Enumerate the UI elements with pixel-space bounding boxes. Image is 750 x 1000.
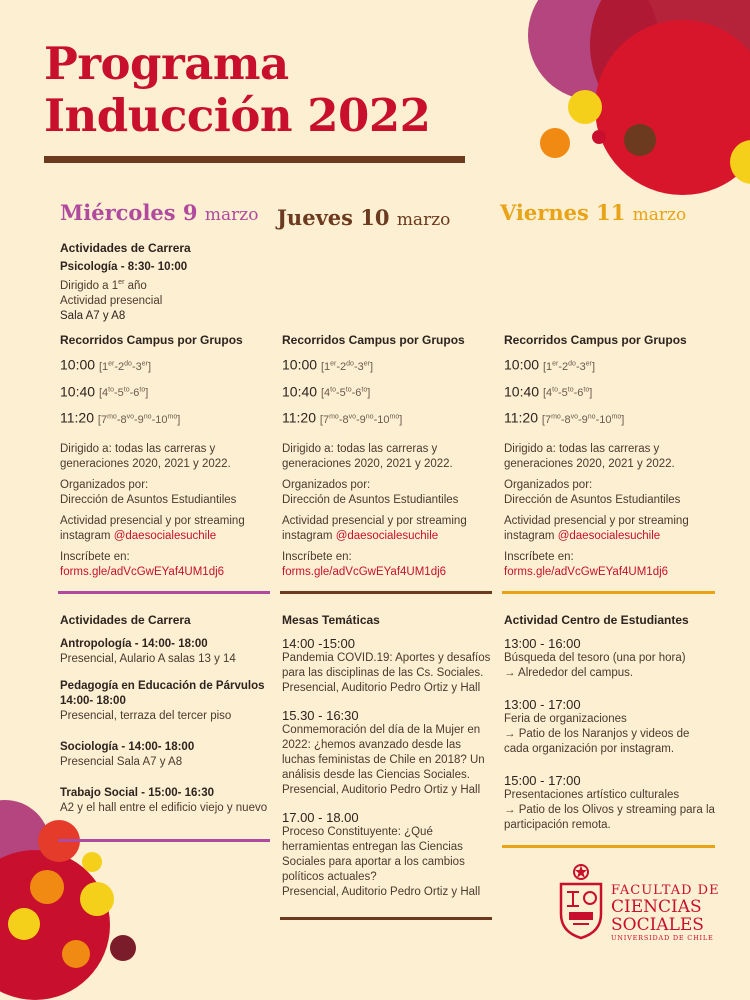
activity-title: Psicología - 8:30- 10:00 (60, 261, 188, 273)
tour-slot: 10:40 $[4^{to}-5^{to}-6^{to}]$ (504, 383, 593, 400)
activity-mode: Actividad presencial (60, 294, 163, 307)
tour-slot: 10:00 $[1er-2^{do}-3er]$ (60, 356, 152, 373)
activity-time: 13:00 - 17:00 (504, 697, 581, 712)
panel-topic: Conmemoración del día de la Mujer en 2022: ¿hemos avanzado desde las luchas feministas de Chile en 2018? Un análisis desde las Ciencias Sociales. (282, 724, 485, 781)
day-header-friday (500, 200, 686, 225)
career-title: Sociología - 14:00- 18:00 (60, 741, 195, 753)
organizer: Dirección de Asuntos Estudiantiles (504, 493, 681, 506)
friday-student-center (504, 613, 717, 833)
day-number: 9 (182, 200, 198, 225)
faculty-crest-icon (555, 862, 607, 942)
tour-slot: 11:20 $[7^{mo}-8^{vo}-9^{no}-10^{mo}]$ (60, 409, 181, 426)
instagram-link[interactable]: @daesocialesuchile (335, 529, 439, 542)
tour-slot: 11:20 $[7^{mo}-8^{vo}-9^{no}-10^{mo}]$ (504, 409, 625, 426)
decorative-circle (62, 940, 90, 968)
tour-mode: Actividad presencial y por streaming instagram @daesocialesuchile (282, 514, 467, 542)
activity-place: → Patio de los Naranjos y videos de cada organización por instagram. (504, 728, 690, 755)
tour-audience: Dirigido a: todas las carreras y generaciones 2020, 2021 y 2022. (504, 442, 675, 470)
section-divider (502, 591, 715, 594)
instagram-link[interactable]: @daesocialesuchile (557, 529, 661, 542)
day-month: marzo (204, 205, 259, 225)
decorative-circle (624, 124, 656, 156)
signup-label: Inscríbete en: (282, 550, 352, 563)
tour-slot: 10:40 $[4^{to}-5^{to}-6^{to}]$ (282, 383, 371, 400)
career-detail: Presencial, Aulario A salas 13 y 14 (60, 653, 236, 665)
panel-place: Presencial, Auditorio Pedro Ortiz y Hall (282, 682, 481, 694)
career-title: Trabajo Social - 15:00- 16:30 (60, 787, 215, 799)
organizer: Dirección de Asuntos Estudiantiles (60, 493, 237, 506)
tours-friday (504, 333, 719, 580)
day-name: Viernes (500, 200, 589, 225)
section-heading: Actividades de Carrera (60, 241, 191, 255)
decorative-circle (568, 90, 602, 124)
faculty-logo (555, 862, 725, 942)
panel-time: 17.00 - 18.00 (282, 810, 359, 825)
tour-slot: 10:00 $[1er-2^{do}-3er]$ (504, 356, 596, 373)
title-line-2: Inducción 2022 (44, 89, 431, 142)
logo-line: CIENCIAS (611, 897, 702, 917)
thursday-panels (282, 613, 492, 900)
decorative-circle (592, 130, 606, 144)
organizer-label: Organizados por: (282, 478, 371, 491)
tour-mode: Actividad presencial y por streaming instagram @daesocialesuchile (504, 514, 689, 542)
panel-place: Presencial, Auditorio Pedro Ortiz y Hall (282, 886, 481, 898)
tour-mode: Actividad presencial y por streaming instagram @daesocialesuchile (60, 514, 245, 542)
page-title (44, 38, 431, 142)
tours-thursday (282, 333, 494, 580)
wednesday-career-activity (60, 241, 260, 324)
organizer-label: Organizados por: (504, 478, 593, 491)
instagram-link[interactable]: @daesocialesuchile (113, 529, 217, 542)
section-divider (58, 839, 270, 842)
activity-detail: Búsqueda del tesoro (una por hora) (504, 652, 686, 664)
activity-time: 13:00 - 16:00 (504, 636, 581, 651)
section-heading: Recorridos Campus por Grupos (504, 333, 687, 347)
organizer-label: Organizados por: (60, 478, 149, 491)
section-heading: Actividad Centro de Estudiantes (504, 613, 689, 627)
decorative-circle (110, 935, 136, 961)
decorative-circle (540, 128, 570, 158)
tour-audience: Dirigido a: todas las carreras y generaciones 2020, 2021 y 2022. (60, 442, 231, 470)
logo-line: UNIVERSIDAD DE CHILE (611, 934, 714, 942)
tours-wednesday (60, 333, 272, 580)
wednesday-afternoon (60, 613, 272, 816)
career-time: 14:00- 18:00 (60, 695, 126, 707)
day-month: marzo (632, 205, 687, 225)
section-heading: Recorridos Campus por Grupos (60, 333, 243, 347)
signup-label: Inscríbete en: (60, 550, 130, 563)
activity-place: → Alrededor del campus. (504, 667, 634, 679)
section-divider (58, 591, 270, 594)
section-heading: Mesas Temáticas (282, 613, 380, 627)
career-detail: Presencial, terraza del tercer piso (60, 710, 232, 722)
signup-link[interactable]: forms.gle/adVcGwEYaf4UM1dj6 (504, 565, 669, 578)
activity-detail: Feria de organizaciones (504, 713, 627, 725)
panel-topic: Pandemia COVID.19: Aportes y desafíos para las disciplinas de las Cs. Sociales. (282, 652, 491, 679)
decorative-circle (8, 908, 40, 940)
day-month: marzo (396, 210, 451, 230)
logo-line: SOCIALES (611, 915, 704, 935)
day-header-thursday (277, 205, 450, 230)
tour-slot: 10:00 $[1er-2^{do}-3er]$ (282, 356, 374, 373)
decorative-circle (30, 870, 64, 904)
day-number: 10 (360, 205, 390, 230)
signup-link[interactable]: forms.gle/adVcGwEYaf4UM1dj6 (282, 565, 447, 578)
section-divider (280, 917, 492, 920)
title-line-1: Programa (44, 37, 289, 90)
decorative-circle (595, 20, 750, 195)
activity-audience: Dirigido a 1er año (60, 279, 147, 292)
logo-line: FACULTAD DE (611, 883, 720, 898)
activity-place: → Patio de los Olivos y streaming para la participación remota. (504, 804, 715, 831)
section-heading: Recorridos Campus por Grupos (282, 333, 465, 347)
career-detail: A2 y el hall entre el edificio viejo y nuevo (60, 802, 268, 814)
signup-label: Inscríbete en: (504, 550, 574, 563)
decorative-circle (80, 882, 114, 916)
section-divider (502, 845, 715, 848)
day-name: Miércoles (60, 200, 176, 225)
career-detail: Presencial Sala A7 y A8 (60, 756, 183, 768)
tour-slot: 11:20 $[7^{mo}-8^{vo}-9^{no}-10^{mo}]$ (282, 409, 403, 426)
tour-slot: 10:40 $[4^{to}-5^{to}-6^{to}]$ (60, 383, 149, 400)
career-title: Pedagogía en Educación de Párvulos (60, 680, 265, 692)
activity-time: 15:00 - 17:00 (504, 773, 581, 788)
day-number: 11 (596, 200, 626, 225)
panel-topic: Proceso Constituyente: ¿Qué herramientas entregan las Ciencias Sociales para aportar a los cambios políticos actuales? (282, 826, 465, 883)
activity-place: Sala A7 y A8 (60, 309, 126, 322)
title-underline (44, 156, 465, 163)
panel-time: 14:00 -15:00 (282, 636, 356, 651)
day-name: Jueves (277, 205, 353, 230)
signup-link[interactable]: forms.gle/adVcGwEYaf4UM1dj6 (60, 565, 225, 578)
career-title: Antropología - 14:00- 18:00 (60, 638, 208, 650)
activity-detail: Presentaciones artístico culturales (504, 789, 680, 801)
logo-text (611, 884, 720, 943)
section-heading: Actividades de Carrera (60, 613, 191, 627)
panel-place: Presencial, Auditorio Pedro Ortiz y Hall (282, 784, 481, 796)
panel-time: 15.30 - 16:30 (282, 708, 359, 723)
organizer: Dirección de Asuntos Estudiantiles (282, 493, 459, 506)
decorative-circle (82, 852, 102, 872)
section-divider (280, 591, 492, 594)
tour-audience: Dirigido a: todas las carreras y generaciones 2020, 2021 y 2022. (282, 442, 453, 470)
day-header-wednesday (60, 200, 258, 225)
